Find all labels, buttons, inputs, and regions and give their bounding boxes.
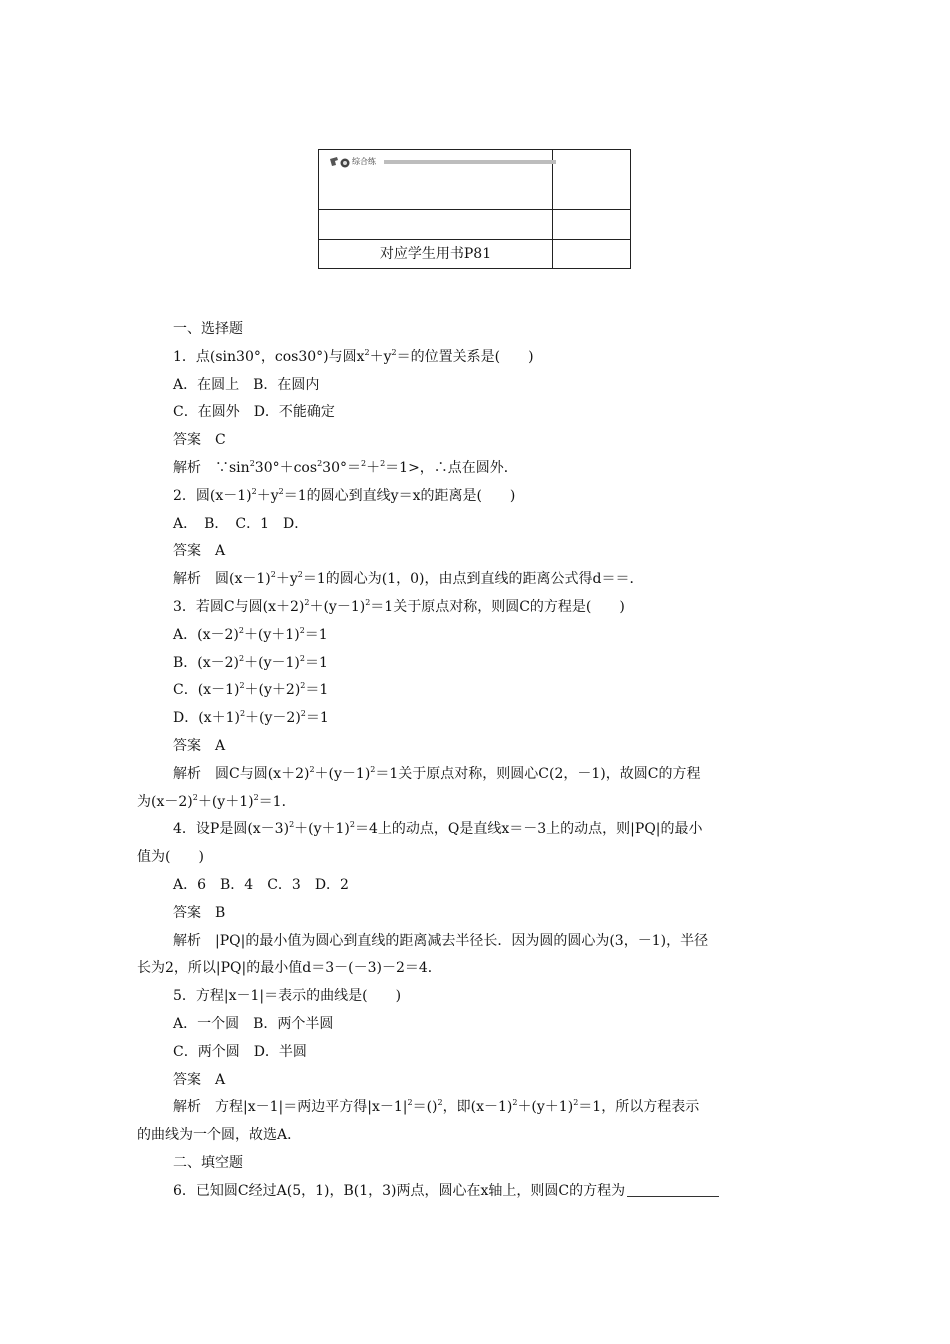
question-5-options: C．两个圆 D．半圆 xyxy=(173,1043,307,1060)
question-6-stem: 6．已知圆C经过A(5，1)，B(1，3)两点，圆心在x轴上，则圆C的方程为 xyxy=(137,1178,817,1206)
answer-blank[interactable] xyxy=(627,1182,719,1197)
question-3-option-c: C．$(x-1)^2+(y+2)^2=1$ xyxy=(173,681,329,699)
question-5-explanation-cont: 的曲线为一个圆，故选A． xyxy=(137,1127,302,1144)
question-3-explanation-cont: 为$(x-2)^2+(y+1)^2=1$． xyxy=(137,792,296,810)
question-1-stem: 1．点(sin30°，cos30°)与圆$x^2+y^2=$的位置关系是( ) xyxy=(173,347,534,365)
question-5-explanation: 解析 方程|x－1|＝两边平方得$|x-1|^2=()^2$，即$(x-1)^2+(y+1)^2=1$，所以方程表示 xyxy=(173,1098,700,1116)
question-4-stem: 4．设P是圆$(x-3)^2+(y+1)^2=4$上的动点，Q是直线x＝－3上的动点，则|PQ|的最小 xyxy=(173,820,703,838)
question-2-options: A． B． C．1 D． xyxy=(173,515,309,532)
question-4-options: A．6 B．4 C．3 D．2 xyxy=(173,876,349,893)
question-4-explanation: 解析 |PQ|的最小值为圆心到直线的距离减去半径长．因为圆的圆心为(3，－1)，半径 xyxy=(173,932,709,949)
question-5-stem: 5．方程|x－1|＝表示的曲线是( ) xyxy=(173,988,402,1005)
question-3-answer: 答案 A xyxy=(173,737,226,754)
section-title: 一、选择题 xyxy=(173,321,243,337)
question-4-stem-cont: 值为( ) xyxy=(137,849,204,866)
question-3-stem: 3．若圆C与圆$(x+2)^2+(y-1)^2=1$关于原点对称，则圆C的方程是( ) xyxy=(173,597,625,615)
question-5-options: A．一个圆 B．两个半圆 xyxy=(173,1015,334,1032)
question-1-options: C．在圆外 D．不能确定 xyxy=(173,404,335,421)
question-3-option-d: D．$(x+1)^2+(y-2)^2=1$ xyxy=(173,709,329,727)
question-4-answer: 答案 B xyxy=(173,904,226,921)
question-3-option-b: B．$(x-2)^2+(y-1)^2=1$ xyxy=(173,653,328,671)
question-3-option-a: A．$(x-2)^2+(y+1)^2=1$ xyxy=(173,625,328,643)
practice-banner xyxy=(329,156,547,168)
question-2-stem: 2．圆$(x-1)^2+y^2=1$的圆心到直线y＝x的距离是( ) xyxy=(173,486,516,504)
exercise-content xyxy=(137,316,817,1206)
student-book-reference: 对应学生用书P81 xyxy=(379,246,492,262)
banner-label: 综合练 xyxy=(352,157,376,166)
banner-bar xyxy=(384,160,556,164)
practice-badge-icon xyxy=(329,156,351,168)
question-1-answer: 答案 C xyxy=(173,432,226,449)
question-2-answer: 答案 A xyxy=(173,543,226,560)
section-title: 二、填空题 xyxy=(173,1154,243,1171)
header-table xyxy=(318,149,631,269)
question-1-options: A．在圆上 B．在圆内 xyxy=(173,376,320,393)
question-4-explanation-cont: 长为2，所以|PQ|的最小值d＝3－(－3)－2＝4． xyxy=(137,960,442,977)
question-1-explanation: 解析 $\because\sin^230^\circ+\cos^230^\circ=^2+^2=1>$，∴点在圆外． xyxy=(173,458,518,476)
table-divider xyxy=(319,209,630,210)
question-2-explanation: 解析 圆$(x-1)^2+y^2=1$的圆心为(1，0)，由点到直线的距离公式得d＝＝． xyxy=(173,570,644,588)
question-3-explanation: 解析 圆C与圆$(x+2)^2+(y-1)^2=1$关于原点对称，则圆心C(2，－1)，故圆C的方程 xyxy=(173,764,701,782)
question-5-answer: 答案 A xyxy=(173,1071,226,1088)
